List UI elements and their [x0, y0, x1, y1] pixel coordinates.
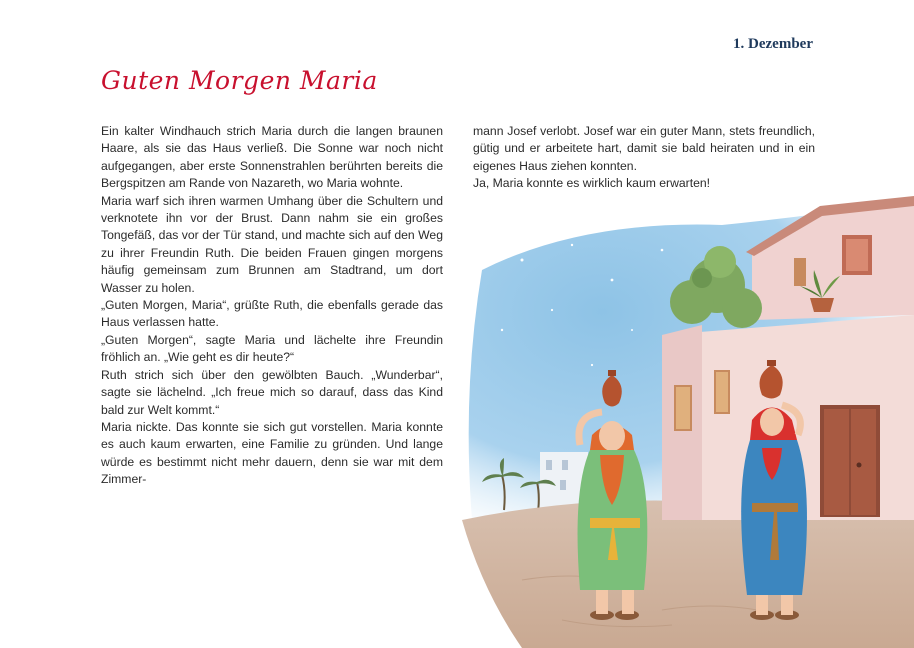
story-text-right-column [473, 123, 815, 193]
story-illustration [462, 190, 914, 648]
paragraph: „Guten Morgen, Maria“, grüßte Ruth, die ebenfalls gerade das Haus verlassen hatte. [101, 298, 443, 330]
paragraph: Ja, Maria konnte es wirklich kaum erwarten! [473, 176, 711, 191]
story-text-left-column [101, 123, 443, 489]
paragraph: Maria warf sich ihren warmen Umhang über die Schultern und verknotete ihn vor der Brust. Dann nahm sie ein großes Tongefäß, das vor der Tür stand, und machte sich auf den Weg zu ihrer Freundin Ruth. Die beiden Frauen gingen morgens häufig gemeinsam zum Brunnen am Stadtrand, um dort Wasser zu holen. [101, 193, 443, 295]
chapter-title: Guten Morgen Maria [101, 66, 378, 95]
paragraph: „Guten Morgen“, sagte Maria und lächelte ihre Freundin fröhlich an. „Wie geht es dir heute?“ [101, 332, 443, 365]
paragraph: Maria nickte. Das konnte sie sich gut vorstellen. Maria konnte es auch kaum erwarten, eine Familie zu gründen. Und lange würde es bestimmt nicht mehr dauern, denn sie war mit dem Zimmer- [101, 419, 443, 487]
paragraph: Ruth strich sich über den gewölbten Bauch. „Wunderbar“, sagte sie lächelnd. „Ich freue mich so darauf, dass das Kind bald zur Welt kommt.“ [101, 367, 443, 417]
page-date-heading: 1. Dezember [733, 36, 813, 52]
paragraph: Ein kalter Windhauch strich Maria durch die langen braunen Haare, als sie das Haus verließ. Die Sonne war noch nicht aufgegangen, aber erste Sonnenstrahlen berührten bereits die Bergspitzen am Rande von Nazareth, wo Maria wohnte. [101, 124, 443, 191]
paragraph: mann Josef verlobt. Josef war ein guter Mann, stets freundlich, gütig und er arbeitete hart, damit sie bald heiraten und in ein eigenes Haus ziehen konnten. [473, 124, 815, 173]
